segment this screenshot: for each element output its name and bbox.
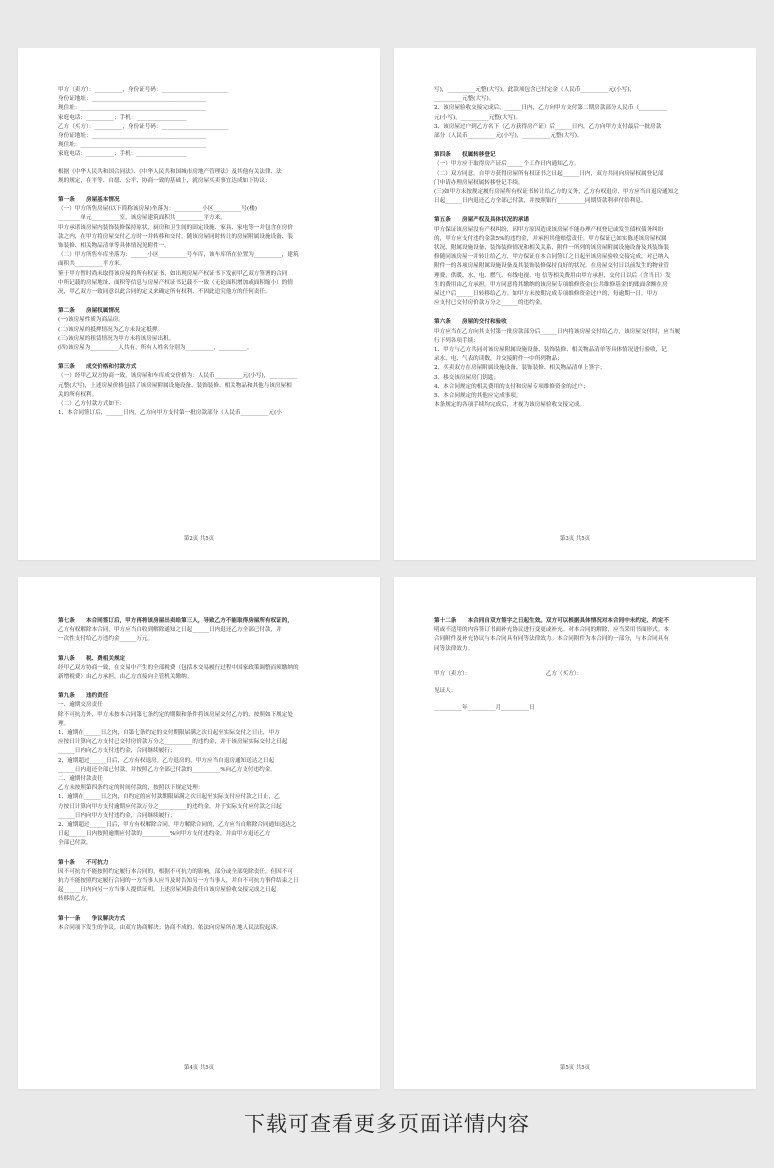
paragraph-gap [58,849,340,857]
text-line: (三)该房屋的租赁情况为甲方未将该房屋出租。 [58,335,175,342]
text-line: 一、逾期交房责任 [58,702,103,709]
text-line: 5、本合同规定的其他应完成事项。 [434,393,522,400]
text-line: 乙方有权解除本合同，甲方应当自收到解除通知之日起______日内退还乙方全部已付款，并 [58,627,282,634]
text-line: ______日内退还全部已付款，并按照乙方全部已付款的__________%向乙方支付违约金。 [58,766,276,773]
download-caption: 下载可查看更多页面详情内容 [244,1112,530,1136]
text-line: 2、该房屋验收交接完成后，______日内，乙方向甲方支付第二期房款部分人民币（__________ [434,105,667,112]
text-line: 行下列各项手续： [434,337,479,344]
section-heading: 第三条 成交价格和付款方式 [58,364,137,371]
text-line: 1、逾期在______日之内，自约定的应付款期限届满之次日起至实际支付应付款之日止，乙 [58,794,280,801]
text-line: 2、买卖双方在房屋附属设施设备、装饰装修、相关物品清单上签字； [434,365,606,372]
text-line: 鉴于甲方暂时尚未取得该房屋的所有权证书，如出现房屋产权证书下发前甲乙双方签署的合同 [58,270,288,277]
text-line: 现住址：_____________________________________________ [58,142,207,149]
text-line: 的，甲方应支付违约金款5%的违约金，并承担其他赔偿责任。甲方保证已如实陈述该房屋权属 [434,235,667,242]
paragraph-gap [434,654,716,662]
text-line: （一）甲方所售房屋(以下简称该房屋)坐落为：__________小区__________号(楼) [58,206,257,213]
text-line: 理。 [58,720,70,727]
text-line: 本条规定的各项手续均完成后，才视为该房屋验收交接完成。 [434,402,586,409]
text-line: 身份证地址：_________________________________________ [58,96,207,103]
text-line: ______日内向甲方支付违约金，合同继续履行； [58,812,176,819]
paragraph-gap [434,696,716,704]
text-line: （二）乙方付款方式如下： [58,401,126,408]
text-line: 3、移交该房屋房门钥匙； [434,374,500,381]
text-line: 元整(大写)，上述房屋价格包括了该房屋附属设施设备、装饰装修、相关物品和其他与该房屋相 [58,382,292,389]
text-line: 身份证地址：_________________________________________ [58,133,207,140]
text-line: 状况、附属设施设备、装饰装修情况和相关关系，附件一所列的该房屋附属设施设备及其装饰装 [434,245,669,252]
text-line: 应支付已交付房价款万分之______的违约金。 [434,300,546,307]
page-2-footer: 第2页 共5页 [183,536,215,542]
text-line: 面积共__________平方米。 [58,261,126,268]
text-line: 根据《中华人民共和国合同法》、《中华人民共和国城市房地产管理法》及其他有关法律、法 [58,168,282,175]
text-line: 日起______日内退还乙方全部已付款，并按照银行__________同期贷款利率付给利息。 [434,198,647,205]
paragraph-gap [434,662,716,670]
text-line: 写)，__________元整(大写)，此款项包含已付定金（人民币__________元(小写)， [434,87,636,93]
text-line: 新增税费）由乙方承担，由乙方直接向主管机关缴纳。 [58,674,193,681]
document-page-2 [18,48,380,560]
text-line: (一)该房屋性质为商品房。 [58,317,124,324]
text-line: 转移给乙方。 [58,896,92,903]
text-line: 起______日内向另一方当事人提供证明。上述房屋风险责任自该房屋验收交接完成之日起 [58,887,277,894]
paragraph-gap [434,206,716,214]
paragraph-gap [58,353,340,361]
text-line: 甲方（卖方）： 乙方（买方）： [434,670,583,677]
text-line: 4、本合同规定的相关费用的支付和房屋专项维修资金的过户； [434,383,589,390]
paragraph-gap [58,645,340,653]
page-5-content [434,617,716,713]
text-line: 况，甲乙双方一致同意以此合同的定义来确定所有权利，不因此追究他方的任何责任。 [58,289,271,296]
page-3-content [434,86,716,411]
text-line: 抗力不能按照约定履行合同的一方当事人应当及时告知另一方当事人，并自不可抗力事件结束之日 [58,878,299,885]
text-line: 一次性支付给乙方违约金______万元。 [58,636,154,643]
text-line: （一）甲方应于取得房产证后______个工作日内通知乙方。 [434,161,580,168]
section-heading: 第八条 税、费相关规定 [58,655,126,662]
text-line: （二）甲方所售车库坐落为：______小区__________号车库，该车库所在位置为__________，建筑 [58,252,299,259]
paragraph-gap [434,679,716,687]
text-line: 1、本合同签订后，______日内，乙方向甲方支付第一批房款部分（人民币__________元(小 [58,410,282,417]
text-line: 理费、供暖、水、电、燃气、有线电视、电 信等相关费用由甲方承担，交付日以后（含当日）发 [434,272,671,279]
text-line: 乙方未按照第四条约定的时间付款的，按照以下规定处理： [58,785,204,792]
text-line: (三)如甲方未按规定履行房屋所有权证书转让给乙方的义务，乙方有权退房，甲方应当自退房通知之 [434,189,679,196]
paragraph-gap [434,141,716,149]
text-line: 方按日计算向甲方支付逾期应付款万分之__________的违约金，并于实际支付应付款之日起 [58,803,282,810]
page-4-footer: 第4页 共5页 [183,1065,215,1071]
text-line: 附件一的各项房屋附属设施设备及其装饰装修保持良好的状况。在房屋交付日以前发生的物业管 [434,263,669,270]
section-heading: 第十一条 争议解决方式 [58,915,126,922]
text-line: （二）双方同意，自甲方获得房屋所有权证书之日起______日内，双方共同向房屋权属登记部 [434,170,664,177]
paragraph-gap [58,682,340,690]
document-page-3 [394,48,756,560]
text-line: __________年__________月__________日 [434,705,535,712]
section-heading: 第一条 房屋基本情况 [58,197,120,204]
text-line: 日起______日内按照逾期应付款的__________%向甲方支付违约金，并由甲方退还乙方 [58,831,271,838]
text-line: 规的规定，在平等、自愿、公平、协商一致的基础上，就房屋买卖事宜达成如下协议： [58,177,271,184]
text-line: ________单元__________室，该房屋建筑面积共__________平方米。 [58,215,226,222]
text-line: 应按日计算向乙方支付已交付房价款万分之__________的违约金，并于该房屋实际交付之日起 [58,739,288,746]
text-line: 1、甲方与乙方共同对该房屋附属设施设备、装饰装修、相关物品清单等具体情况进行验收，记 [434,347,667,354]
text-line: 二、逾期付款责任 [58,776,103,783]
text-line: (二)该房屋的抵押情况为乙方未设定抵押。 [58,326,164,333]
page-5-footer: 第5页 共5页 [559,1065,591,1071]
text-line: ______日内向乙方支付违约金，合同继续履行； [58,748,176,755]
text-line: 家庭电话：__________；手机：__________________ [58,114,187,121]
text-line: 合同附件及补充协议与本合同具有同等法律效力。本合同附件为本合同的一部分，与本合同具有 [434,636,669,643]
paragraph-gap [58,160,340,168]
text-line: 现住址：_____________________________________________ [58,105,207,112]
page-2-content [58,86,340,419]
section-heading: 第十二条 本合同自双方签字之日起生效。双方可以根据具体情况对本合同中未约定、约定不 [434,618,669,624]
text-line: 甲方（卖方）：__________，身份证号码：________________________ [58,87,229,93]
section-heading: 第四条 权属转移登记 [434,152,496,159]
text-line: 3、该房屋过户到乙方名下（乙方获得房产证）后______日内，乙方向甲方支付最后一批房款 [434,123,662,130]
text-line: 门申请办理房屋权属转移登记手续。 [434,179,524,186]
text-line: 除不可抗力外，甲方未按本合同第七条约定的期限和条件将该房屋交付乙方的，按照如下规定处 [58,711,293,718]
section-heading: 第五条 房屋产权及具体状况的承诺 [434,217,530,224]
section-heading: 第二条 房屋权属情况 [58,308,120,315]
text-line: 家庭电话：__________；手机：__________________ [58,151,187,158]
text-line: 本合同项下发生的争议，由双方协商解决；协商不成的，依法向房屋所在地人民法院起诉。 [58,924,282,931]
section-heading: 第六条 房屋的交付和验收 [434,319,507,326]
text-line: 全部已付款。 [58,840,92,847]
text-line: 元(小写)，__________元整(大写)。 [434,114,522,121]
section-heading: 第七条 本合同签订后，甲方再将该房屋出卖给第三人，导致乙方不能取得房屋所有权证的， [58,618,293,624]
text-line: 因不可抗力不能按照约定履行本合同的，根据不可抗力的影响，部分或全部免除责任。但因不可 [58,868,293,875]
text-line: 2、逾期超过______日后，乙方有权退房。乙方退房的，甲方应当自退房通知送达之日起 [58,757,275,764]
text-line: 1、逾期在______日之内，自第七条约定的交付期限届满之次日起至实际交付之日止，甲方 [58,730,280,737]
text-line: 甲方保证该房屋没有产权纠纷，因甲方原因造成该房屋不能办理产权登记或发生债权债务纠纷 [434,226,664,233]
document-page-5 [394,577,756,1089]
text-line: 关的所有权利。 [58,391,98,398]
text-line: 乙方（买方）：__________，身份证号码：________________________ [58,123,229,130]
text-line: 2、逾期超过______日后，甲方有权解除合同。甲方解除合同的，乙方应当自解除合同通知送达之 [58,822,297,829]
text-line: __________元整(大写)。 [434,96,495,103]
page-4-content [58,617,340,933]
text-line: 录水、电、气表的读数，并交接附件一中所列物品； [434,356,563,363]
text-line: 甲方承诺该房屋内装饰装修保持原状，厨房和卫生间的固定设施、家具、家电等一并包含在房价 [58,224,293,231]
text-line: 生的费用由乙方承担。甲方同意将其缴纳的该房屋专项维修资金(公共维修基金)的账面余额在房 [434,281,668,288]
text-line: 甲方应当在乙方向其支付第一批房款部分后______日内将该房屋交付给乙方，该房屋交付时，应当履 [434,328,681,335]
page-3-footer: 第3页 共5页 [559,536,591,542]
text-line: 见证人： [434,688,457,695]
paragraph-gap [58,186,340,194]
text-line: 屋过户后______日转移给乙方。如甲方未按期完成专项维修资金过户的，每逾期一日，甲方 [434,291,658,298]
text-line: 款之内，在甲方将房屋交付乙方时一并转移和交付。随该房屋同时转让的房屋附属设施设备、装 [58,233,293,240]
text-line: 部分（人民币__________元(小写)，__________元整(大写)。 [434,133,583,140]
text-line: 中所记载的房屋地址、面积等信息与房屋产权证书记载不一致（无论面积增加或面积缩小）的情 [58,279,293,286]
section-heading: 第九条 违约责任 [58,693,109,700]
text-line: 修随同该房屋一并转让给乙方，甲方保证在本合同签订之日起至该房屋验收交接完成，对已纳入 [434,254,669,261]
text-line: 饰装修、相关物品清单等具体情况见附件一。 [58,243,170,250]
text-line: 经甲乙双方协商一致，在交易中产生的全部税费（包括本交易履行过程中国家政策调整而须缴纳的 [58,664,299,671]
paragraph-gap [434,308,716,316]
paragraph-gap [58,297,340,305]
text-line: 明或不适用的内容签订书面补充协议进行变更或补充。对本合同的解除，应当采用书面形式。本 [434,627,669,634]
document-page-4 [18,577,380,1089]
paragraph-gap [58,905,340,913]
section-heading: 第十条 不可抗力 [58,859,109,866]
text-line: (四)该房屋为__________人共有，所有人姓名分别为__________，__________。 [58,345,253,352]
text-line: （一）经甲乙双方协商一致，该房屋和车库成交价格为：人民币__________元(小写)，__________ [58,373,298,380]
text-line: 同等法律效力。 [434,645,474,652]
